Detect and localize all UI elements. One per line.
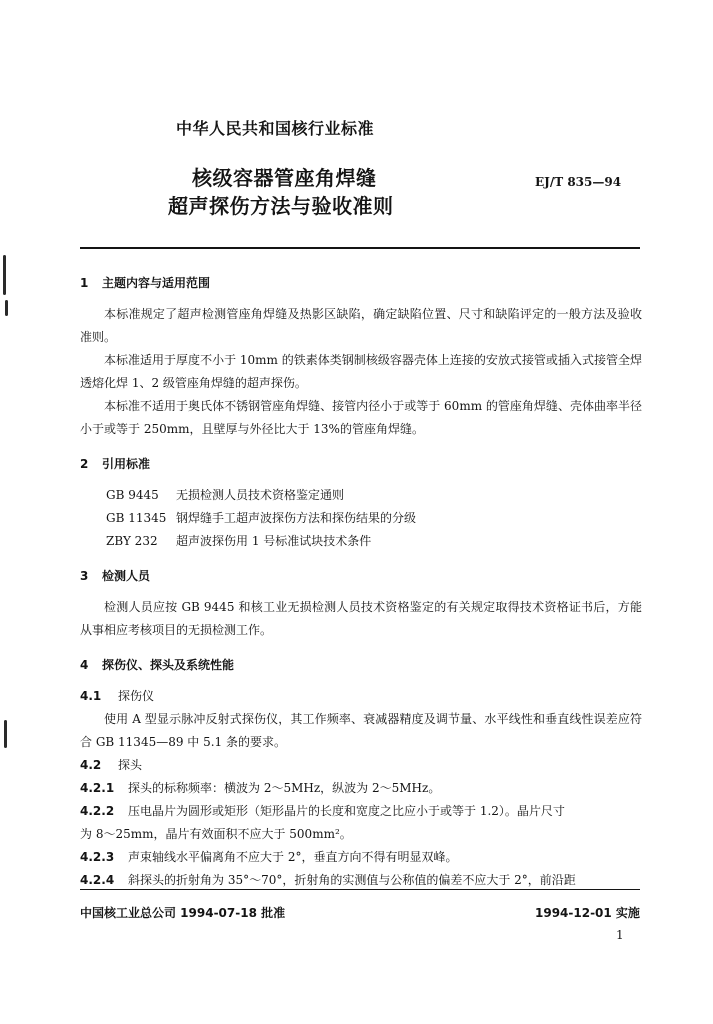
reference-code: GB 11345 (106, 511, 167, 525)
subsection-4-2-heading (80, 754, 642, 777)
section-title: 主题内容与适用范围 (102, 276, 211, 290)
section-number: 4 (80, 658, 89, 672)
subsection-title: 探伤仪 (118, 689, 155, 703)
section-3-heading (80, 565, 642, 588)
clause-number: 4.2.1 (80, 781, 115, 795)
clause-number: 4.2.2 (80, 804, 115, 818)
subsection-number: 4.2 (80, 758, 102, 772)
title-line-2: 超声探伤方法与验收准则 (168, 194, 394, 218)
standard-category: 中华人民共和国核行业标准 (176, 119, 375, 138)
reference-title: 钢焊缝手工超声波探伤方法和探伤结果的分级 (176, 511, 417, 525)
document-title (168, 164, 394, 220)
footer-divider (80, 889, 640, 890)
approval-statement: 中国核工业总公司 1994-07-18 批准 (80, 906, 286, 920)
reference-item (80, 484, 642, 507)
clause-text: 声束轴线水平偏离角不应大于 2°，垂直方向不得有明显双峰。 (128, 850, 458, 864)
clause-number: 4.2.4 (80, 873, 115, 887)
section-4-heading (80, 654, 642, 677)
subsection-number: 4.1 (80, 689, 102, 703)
clause-number: 4.2.3 (80, 850, 115, 864)
clause-4-2-2-continued: 为 8～25mm，晶片有效面积不应大于 500mm²。 (80, 827, 352, 841)
clause-4-2-1 (80, 777, 642, 800)
subsection-4-1-heading (80, 685, 642, 708)
clause-4-2-3 (80, 846, 642, 869)
page-number: 1 (616, 928, 624, 942)
reference-title: 无损检测人员技术资格鉴定通则 (176, 488, 345, 502)
scan-edge-mark (5, 300, 8, 316)
implementation-date: 1994-12-01 实施 (535, 906, 640, 920)
section-2-heading (80, 453, 642, 476)
section-number: 1 (80, 276, 89, 290)
section-title: 检测人员 (102, 569, 151, 583)
paragraph: 检测人员应按 GB 9445 和核工业无损检测人员技术资格鉴定的有关规定取得技术资格证书后，方能从事相应考核项目的无损检测工作。 (80, 600, 642, 637)
reference-code: ZBY 232 (106, 534, 158, 548)
standard-code: EJ/T 835—94 (535, 175, 622, 189)
document-body (80, 272, 642, 892)
clause-text: 斜探头的折射角为 35°～70°，折射角的实测值与公称值的偏差不应大于 2°，前沿距 (128, 873, 576, 887)
paragraph: 使用 A 型显示脉冲反射式探伤仪，其工作频率、衰减器精度及调节量、水平线性和垂直线性误差应符合 GB 11345—89 中 5.1 条的要求。 (80, 712, 642, 749)
paragraph: 本标准适用于厚度不小于 10mm 的铁素体类钢制核级容器壳体上连接的安放式接管或插入式接管全焊透熔化焊 1、2 级管座角焊缝的超声探伤。 (80, 353, 642, 390)
scan-edge-mark (3, 255, 6, 295)
paragraph: 本标准规定了超声检测管座角焊缝及热影区缺陷，确定缺陷位置、尺寸和缺陷评定的一般方法及验收准则。 (80, 307, 642, 344)
section-number: 3 (80, 569, 89, 583)
reference-title: 超声波探伤用 1 号标准试块技术条件 (176, 534, 372, 548)
section-title: 探伤仪、探头及系统性能 (102, 658, 235, 672)
paragraph: 本标准不适用于奥氏体不锈钢管座角焊缝、接管内径小于或等于 60mm 的管座角焊缝、壳体曲率半径小于或等于 250mm，且壁厚与外径比大于 13%的管座角焊缝。 (80, 399, 642, 436)
section-1-heading (80, 272, 642, 295)
reference-item (80, 507, 642, 530)
clause-4-2-2 (80, 800, 642, 823)
title-line-1: 核级容器管座角焊缝 (192, 166, 377, 190)
header-divider (80, 247, 640, 249)
section-number: 2 (80, 457, 89, 471)
section-title: 引用标准 (102, 457, 151, 471)
clause-text: 探头的标称频率：横波为 2～5MHz，纵波为 2～5MHz。 (128, 781, 441, 795)
clause-text: 压电晶片为圆形或矩形（矩形晶片的长度和宽度之比应小于或等于 1.2）。晶片尺寸 (128, 804, 565, 818)
subsection-title: 探头 (118, 758, 143, 772)
reference-item (80, 530, 642, 553)
reference-code: GB 9445 (106, 488, 159, 502)
scan-edge-mark (4, 720, 7, 748)
